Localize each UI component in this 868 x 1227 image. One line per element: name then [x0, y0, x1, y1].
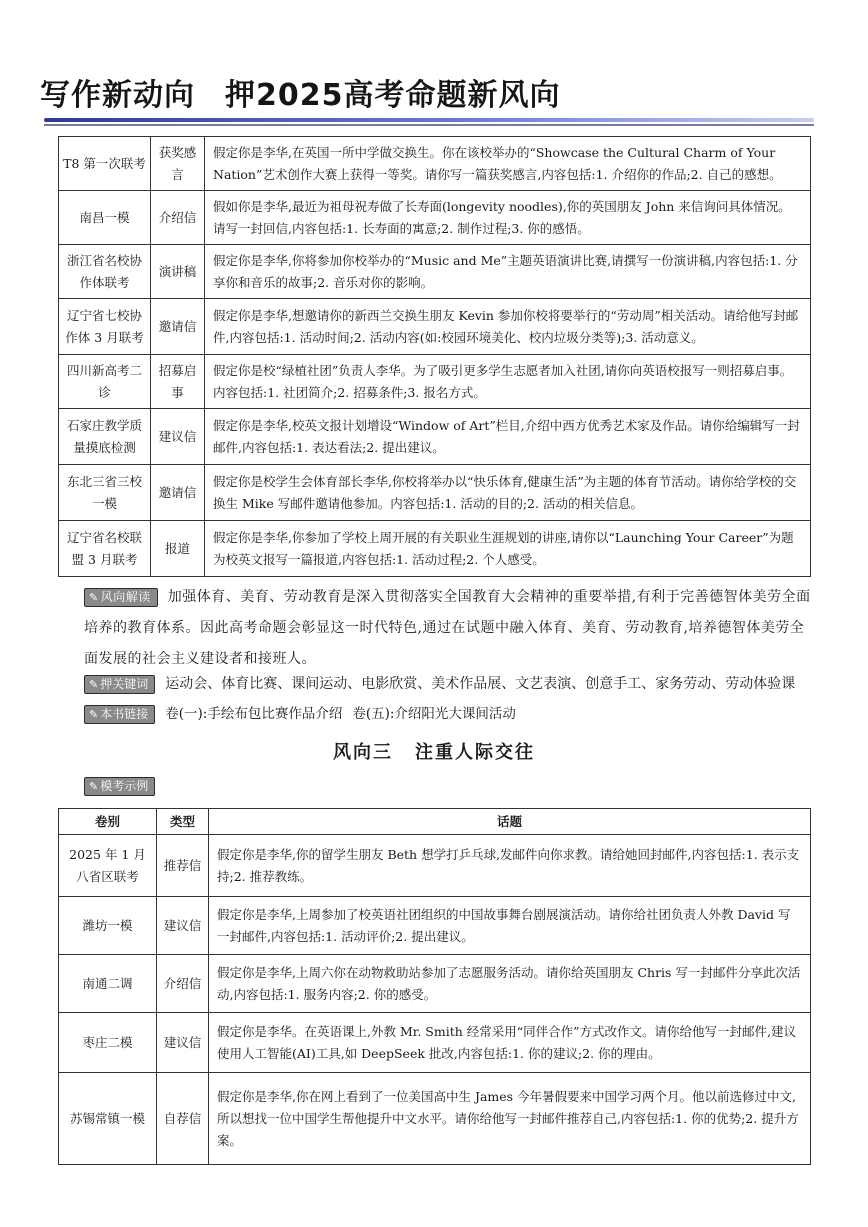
type-cell: 推荐信 [157, 835, 209, 897]
book-link-tag-label: 本书链接 [100, 707, 149, 721]
pencil-icon: ✎ [89, 780, 99, 793]
sample-tag-label: 模考示例 [100, 779, 149, 793]
source-cell: 浙江省名校协作体联考 [59, 245, 151, 299]
topic-cell: 假定你是李华,想邀请你的新西兰交换生朋友 Kevin 参加你校将要举行的“劳动周”相关活动。请给他写封邮件,内容包括:1. 活动时间;2. 活动内容(如:校园环境美化、校内垃圾分类等);3. 活动意义。 [205, 299, 811, 355]
type-cell: 自荐信 [157, 1073, 209, 1165]
topic-cell: 假定你是李华,上周参加了校英语社团组织的中国故事舞台剧展演活动。请你给社团负责人外教 David 写一封邮件,内容包括:1. 活动评价;2. 提出建议。 [209, 897, 811, 955]
pencil-icon: ✎ [89, 590, 99, 604]
table-row [59, 955, 811, 1013]
type-cell: 招募启事 [151, 355, 205, 409]
type-cell: 获奖感言 [151, 137, 205, 191]
source-cell: 枣庄二模 [59, 1013, 157, 1073]
source-cell: 潍坊一模 [59, 897, 157, 955]
sample-tag-wrap [84, 776, 155, 796]
topic-cell: 假定你是李华,上周六你在动物救助站参加了志愿服务活动。请你给英国朋友 Chris 写一封邮件分享此次活动,内容包括:1. 服务内容;2. 你的感受。 [209, 955, 811, 1013]
topic-cell: 假定你是李华,在英国一所中学做交换生。你在该校举办的“Showcase the Cultural Charm of Your Nation”艺术创作大赛上获得一等奖。请你写一篇获奖感言,内容包括:1. 介绍你的作品;2. 自己的感想。 [205, 137, 811, 191]
table-row [59, 465, 811, 521]
type-cell: 邀请信 [151, 299, 205, 355]
table-row [59, 1013, 811, 1073]
topic-cell: 假定你是校学生会体育部长李华,你校将举办以“快乐体育,健康生活”为主题的体育节活动。请你给学校的交换生 Mike 写邮件邀请他参加。内容包括:1. 活动的目的;2. 活动的相关信息。 [205, 465, 811, 521]
table-row [59, 245, 811, 299]
type-cell: 建议信 [157, 1013, 209, 1073]
sample-tag [84, 777, 155, 796]
section-number: 风向三 [333, 742, 393, 763]
book-link-line [84, 704, 516, 724]
source-cell: 四川新高考二诊 [59, 355, 151, 409]
book-link-tag [84, 705, 155, 724]
topic-cell: 假定你是校“绿植社团”负责人李华。为了吸引更多学生志愿者加入社团,请你向英语校报写一则招募启事。内容包括:1. 社团简介;2. 招募条件;3. 报名方式。 [205, 355, 811, 409]
column-header-source: 卷别 [59, 809, 157, 835]
table-row [59, 355, 811, 409]
table-row [59, 137, 811, 191]
source-cell: 辽宁省七校协作体 3 月联考 [59, 299, 151, 355]
topic-cell: 假如你是李华,最近为祖母祝寿做了长寿面(longevity noodles),你的英国朋友 John 来信询问具体情况。请写一封回信,内容包括:1. 长寿面的寓意;2. 制作过程;3. 你的感悟。 [205, 191, 811, 245]
table-row [59, 835, 811, 897]
keywords-tag [84, 675, 155, 694]
table-row [59, 191, 811, 245]
topic-cell: 假定你是李华,校英文报计划增设“Window of Art”栏目,介绍中西方优秀艺术家及作品。请你给编辑写一封邮件,内容包括:1. 表达看法;2. 提出建议。 [205, 409, 811, 465]
pencil-icon: ✎ [89, 677, 99, 691]
table-header-row [59, 809, 811, 835]
interpretation-block [84, 582, 814, 675]
source-cell: 苏锡常镇一模 [59, 1073, 157, 1165]
column-header-type: 类型 [157, 809, 209, 835]
keywords-tag-label: 押关键词 [100, 676, 149, 691]
source-cell: 东北三省三校一模 [59, 465, 151, 521]
source-cell: 南昌一模 [59, 191, 151, 245]
type-cell: 建议信 [157, 897, 209, 955]
interpretation-tag-label: 风向解读 [100, 589, 151, 604]
topic-cell: 假定你是李华,你的留学生朋友 Beth 想学打乒乓球,发邮件向你求教。请给她回封邮件,内容包括:1. 表示支持;2. 推荐教练。 [209, 835, 811, 897]
header-rule [44, 118, 814, 122]
source-cell: 南通二调 [59, 955, 157, 1013]
type-cell: 介绍信 [157, 955, 209, 1013]
source-cell: 辽宁省名校联盟 3 月联考 [59, 521, 151, 577]
page-header [40, 70, 561, 118]
type-cell: 报道 [151, 521, 205, 577]
title-part-2: 押2025高考命题新风向 [225, 78, 561, 113]
pencil-icon: ✎ [89, 708, 99, 721]
table-row [59, 521, 811, 577]
column-header-topic: 话题 [209, 809, 811, 835]
type-cell: 介绍信 [151, 191, 205, 245]
section-title [0, 738, 868, 764]
topics-table-1 [58, 136, 811, 577]
keywords-line [84, 674, 795, 694]
source-cell: T8 第一次联考 [59, 137, 151, 191]
table-row [59, 1073, 811, 1165]
table-row [59, 897, 811, 955]
title-part-1: 写作新动向 [40, 78, 195, 113]
header-rule-underline [44, 124, 814, 126]
keywords-text: 运动会、体育比赛、课间运动、电影欣赏、美术作品展、文艺表演、创意手工、家务劳动、劳动体验课 [165, 676, 796, 692]
page-title [40, 70, 561, 114]
interpretation-text: 加强体育、美育、劳动教育是深入贯彻落实全国教育大会精神的重要举措,有利于完善德智体美劳全面培养的教育体系。因此高考命题会彰显这一时代特色,通过在试题中融入体育、美育、劳动教育,培养德智体美劳全面发展的社会主义建设者和接班人。 [84, 589, 811, 667]
table-row [59, 409, 811, 465]
interpretation-tag [84, 588, 158, 607]
section-name: 注重人际交往 [415, 742, 535, 763]
topic-cell: 假定你是李华。在英语课上,外教 Mr. Smith 经常采用“同伴合作”方式改作文。请你给他写一封邮件,建议使用人工智能(AI)工具,如 DeepSeek 批改,内容包括:1. 你的建议;2. 你的理由。 [209, 1013, 811, 1073]
book-link-item-1: 卷(一):手绘布包比赛作品介绍 [165, 706, 343, 722]
topic-cell: 假定你是李华,你参加了学校上周开展的有关职业生涯规划的讲座,请你以“Launching Your Career”为题为校英文报写一篇报道,内容包括:1. 活动过程;2. 个人感受。 [205, 521, 811, 577]
type-cell: 建议信 [151, 409, 205, 465]
source-cell: 2025 年 1 月八省区联考 [59, 835, 157, 897]
topic-cell: 假定你是李华,你在网上看到了一位美国高中生 James 今年暑假要来中国学习两个月。他以前选修过中文,所以想找一位中国学生帮他提升中文水平。请你给他写一封邮件推荐自己,内容包括:1. 你的优势;2. 提升方案。 [209, 1073, 811, 1165]
source-cell: 石家庄教学质量摸底检测 [59, 409, 151, 465]
type-cell: 邀请信 [151, 465, 205, 521]
type-cell: 演讲稿 [151, 245, 205, 299]
book-link-item-2: 卷(五):介绍阳光大课间活动 [352, 706, 516, 722]
topics-table-2 [58, 808, 811, 1165]
topic-cell: 假定你是李华,你将参加你校举办的“Music and Me”主题英语演讲比赛,请撰写一份演讲稿,内容包括:1. 分享你和音乐的故事;2. 音乐对你的影响。 [205, 245, 811, 299]
table-row [59, 299, 811, 355]
